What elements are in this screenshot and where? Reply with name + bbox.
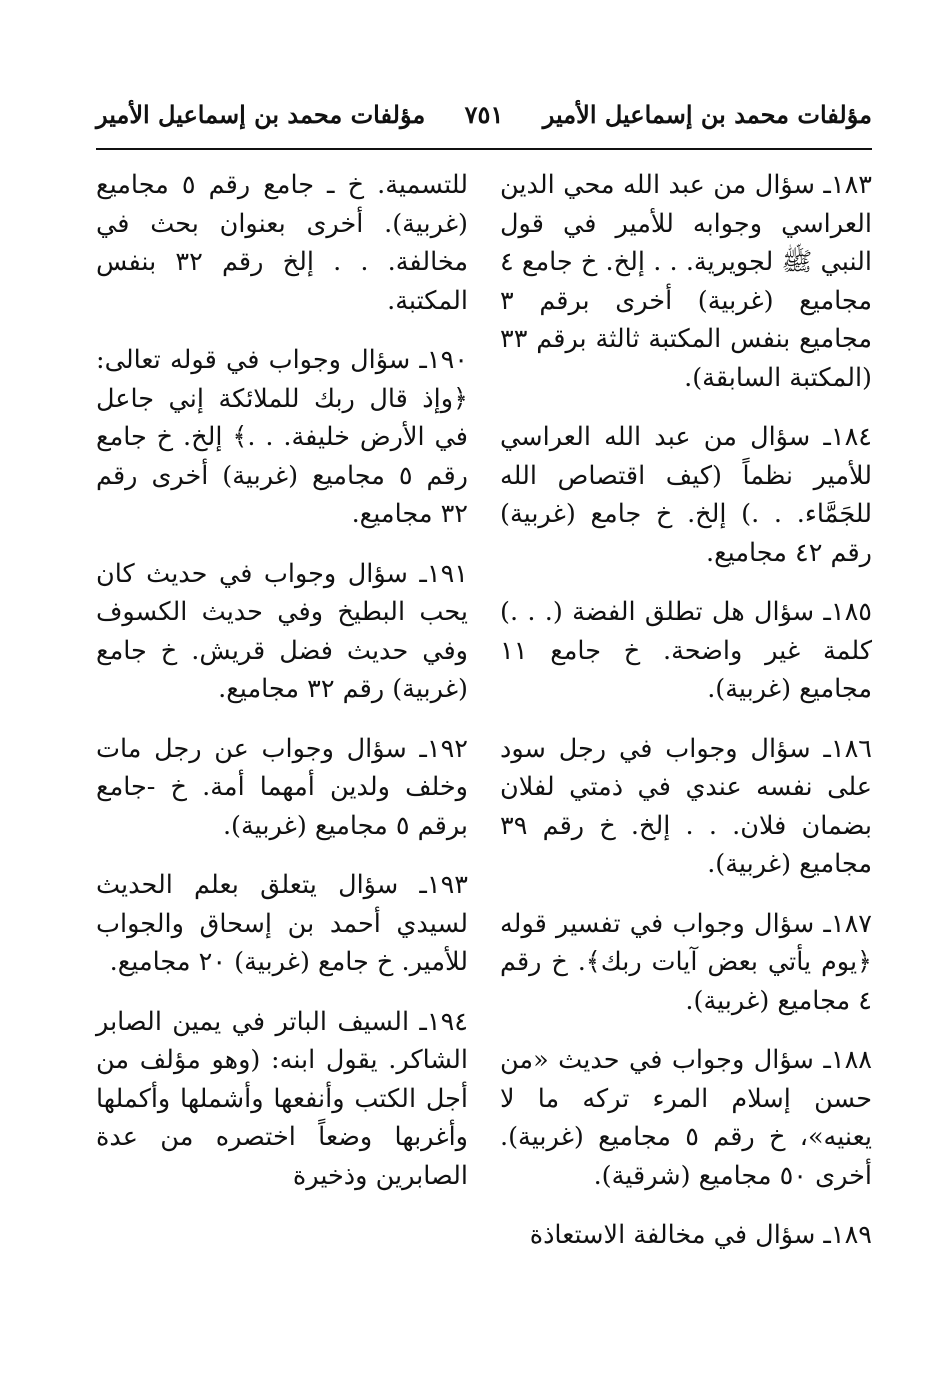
entry-text: ـ سؤال من عبد الله العراسي للأمير نظماً (كيف اقتصاص الله للجَمَّاء. . .) إلخ. خ جامع (غربية) رقم ٤٢ مجاميع. — [500, 422, 872, 568]
entry-text: ـ السيف الباتر في يمين الصابر الشاكر. يقول ابنه: (وهو مؤلف من أجل الكتب وأنفعها وأشملها وأكملها وأغربها وضعاً اختصره من عدة الصابرين وذخيرة — [96, 1006, 468, 1191]
left-column — [96, 166, 468, 1216]
entry-184 — [500, 418, 872, 572]
entry-text: ـ سؤال في مخالفة الاستعاذة — [529, 1220, 831, 1250]
entry-194 — [96, 1003, 468, 1196]
right-column — [500, 166, 872, 1276]
entry-number: ١٩١ — [426, 558, 468, 589]
entry-text: ـ سؤال وجواب في حديث «من حسن إسلام المرء تركه ما لا يعنيه»، خ رقم ٥ مجاميع (غربية). أخرى ٥٠ مجاميع (شرقية). — [500, 1045, 873, 1191]
entry-text: ـ سؤال وجواب عن رجل مات وخلف ولدين أمهما أمة. خ -جامع برقم ٥ مجاميع (غربية). — [96, 733, 468, 841]
entry-text: ـ سؤال من عبد الله محي الدين العراسي وجوابه للأمير في قول النبي ﷺ لجويرية. . . إلخ. خ جامع ٤ مجاميع (غربية) أخرى برقم ٣ مجاميع بنفس المكتبة ثالثة برقم ٣٣ (المكتبة السابقة). — [500, 170, 872, 393]
entry-text: ـ سؤال هل تطلق الفضة (. . .) كلمة غير واضحة. خ جامع ١١ مجاميع (غربية). — [500, 597, 872, 704]
entry-187 — [500, 905, 872, 1021]
entry-number: ١٩٤ — [426, 1006, 468, 1037]
header-title-right: مؤلفات محمد بن إسماعيل الأمير — [542, 100, 872, 129]
entry-190 — [96, 341, 468, 534]
entry-number: ١٩٠ — [426, 345, 468, 375]
entry-185 — [500, 593, 872, 709]
entry-text: ـ سؤال يتعلق بعلم الحديث لسيدي أحمد بن إسحاق والجواب للأمير. خ جامع (غربية) ٢٠ مجاميع. — [96, 870, 468, 977]
entry-number: ١٩٢ — [426, 733, 468, 764]
entry-text: ـ سؤال وجواب في رجل سود على نفسه عندي في ذمتي لفلان بضمان فلان. . . إلخ. خ رقم ٣٩ مجاميع (غربية). — [500, 733, 872, 879]
entry-188 — [500, 1041, 872, 1195]
header-title-left: مؤلفات محمد بن إسماعيل الأمير — [96, 100, 426, 129]
entry-191 — [96, 555, 468, 709]
entry-number: ١٨٤ — [830, 422, 872, 452]
entry-number: ١٨٥ — [830, 597, 872, 627]
running-header — [96, 92, 872, 140]
entry-193 — [96, 866, 468, 982]
entry-number: ١٨٩ — [830, 1220, 872, 1250]
header-rule — [96, 148, 872, 150]
entry-text: ـ سؤال وجواب في قوله تعالى: ﴿وإذ قال ربك للملائكة إني جاعل في الأرض خليفة. . .﴾ إلخ. خ جامع رقم ٥ مجاميع (غربية) أخرى رقم ٣٢ مجاميع. — [96, 345, 468, 529]
entry-192 — [96, 730, 468, 846]
entry-text: ـ سؤال وجواب في حديث كان يحب البطيخ وفي حديث الكسوف وفي حديث فضل قريش. خ جامع (غربية) رقم ٣٢ مجاميع. — [96, 558, 468, 704]
entry-189-continuation: للتسمية. خ ـ جامع رقم ٥ مجاميع (غربية). أخرى بعنوان بحث في مخالفة. . . إلخ رقم ٣٢ بنفس المكتبة. — [96, 170, 468, 316]
entry-number: ١٨٧ — [830, 908, 872, 939]
page-number: ٧٥١ — [464, 100, 504, 129]
entry-number: ١٨٦ — [830, 733, 872, 764]
entry-number: ١٩٣ — [426, 870, 468, 900]
entry-number: ١٨٨ — [830, 1045, 872, 1075]
entry-186 — [500, 730, 872, 884]
entry-text: ـ سؤال وجواب في تفسير قوله ﴿يوم يأتي بعض آيات ربك﴾. خ رقم ٤ مجاميع (غربية). — [500, 908, 872, 1016]
entry-189 — [500, 1216, 872, 1255]
entry-183 — [500, 166, 872, 397]
entry-number: ١٨٣ — [830, 170, 872, 200]
